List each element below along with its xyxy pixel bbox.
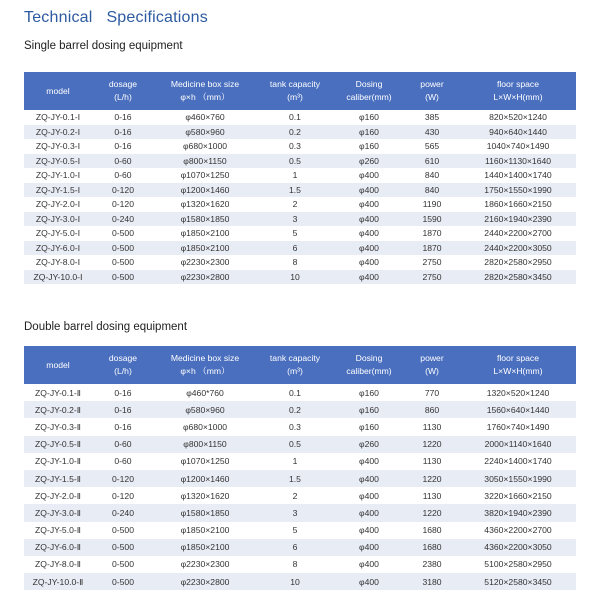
cell-tank-capacity: 1.5 — [256, 183, 334, 198]
cell-tank-capacity: 0.2 — [256, 401, 334, 418]
table-row — [24, 453, 576, 470]
cell-dosage: 0-120 — [92, 197, 154, 212]
cell-floor-space: 3220×1660×2150 — [460, 487, 576, 504]
cell-floor-space: 1040×740×1490 — [460, 139, 576, 154]
table-row — [24, 168, 576, 183]
cell-dosage: 0-500 — [92, 522, 154, 539]
cell-power: 2750 — [404, 255, 460, 270]
cell-floor-space: 1320×520×1240 — [460, 384, 576, 401]
cell-dosage: 0-16 — [92, 110, 154, 125]
header-power — [404, 72, 460, 110]
header-dosage-line: (L/h) — [114, 92, 132, 102]
cell-model: ZQ-JY-5.0-Ⅱ — [24, 522, 92, 539]
table-row — [24, 125, 576, 140]
header-model — [24, 346, 92, 384]
single-barrel-title: Single barrel dosing equipment — [24, 40, 183, 52]
table-row — [24, 139, 576, 154]
table-row — [24, 539, 576, 556]
header-dosing-caliber-line: Dosing — [355, 79, 383, 89]
header-dosing-caliber — [334, 346, 404, 384]
cell-model: ZQ-JY-0.2-Ⅰ — [24, 125, 92, 140]
cell-dosing-caliber: φ400 — [334, 504, 404, 521]
cell-model: ZQ-JY-3.0-Ⅱ — [24, 504, 92, 521]
cell-model: ZQ-JY-8.0-Ⅱ — [24, 556, 92, 573]
header-dosing-caliber-line: caliber(mm) — [346, 366, 392, 376]
header-dosing-caliber-line: Dosing — [355, 353, 383, 363]
double-barrel-table — [24, 346, 576, 590]
table-row — [24, 270, 576, 285]
cell-dosing-caliber: φ400 — [334, 539, 404, 556]
cell-box-size: φ2230×2300 — [154, 255, 256, 270]
cell-box-size: φ580×960 — [154, 401, 256, 418]
cell-dosage: 0-60 — [92, 154, 154, 169]
cell-dosage: 0-16 — [92, 125, 154, 140]
cell-power: 770 — [404, 384, 460, 401]
cell-power: 1870 — [404, 241, 460, 256]
cell-dosage: 0-120 — [92, 470, 154, 487]
cell-floor-space: 1560×640×1440 — [460, 401, 576, 418]
header-tank-capacity — [256, 72, 334, 110]
cell-dosage: 0-16 — [92, 384, 154, 401]
cell-power: 2380 — [404, 556, 460, 573]
cell-tank-capacity: 0.1 — [256, 110, 334, 125]
cell-dosing-caliber: φ400 — [334, 226, 404, 241]
table-row — [24, 573, 576, 590]
cell-dosage: 0-500 — [92, 539, 154, 556]
table-row — [24, 212, 576, 227]
cell-power: 1680 — [404, 522, 460, 539]
header-tank-capacity-line: tank capacity — [269, 79, 321, 89]
table-row — [24, 504, 576, 521]
cell-dosage: 0-120 — [92, 487, 154, 504]
cell-dosing-caliber: φ400 — [334, 556, 404, 573]
header-dosage-line: dosage — [108, 353, 138, 363]
cell-floor-space: 2160×1940×2390 — [460, 212, 576, 227]
cell-box-size: φ460×760 — [154, 110, 256, 125]
cell-power: 860 — [404, 401, 460, 418]
cell-model: ZQ-JY-1.5-Ⅱ — [24, 470, 92, 487]
header-floor-space — [460, 346, 576, 384]
cell-dosage: 0-60 — [92, 168, 154, 183]
cell-box-size: φ1320×1620 — [154, 487, 256, 504]
cell-model: ZQ-JY-3.0-Ⅰ — [24, 212, 92, 227]
cell-box-size: φ1850×2100 — [154, 522, 256, 539]
header-box-size — [154, 346, 256, 384]
cell-box-size: φ2230×2800 — [154, 270, 256, 285]
cell-power: 840 — [404, 183, 460, 198]
cell-floor-space: 2440×2200×2700 — [460, 226, 576, 241]
cell-box-size: φ460*760 — [154, 384, 256, 401]
table-row — [24, 556, 576, 573]
cell-dosing-caliber: φ400 — [334, 487, 404, 504]
cell-dosing-caliber: φ400 — [334, 470, 404, 487]
cell-box-size: φ800×1150 — [154, 154, 256, 169]
table-row — [24, 154, 576, 169]
cell-floor-space: 940×640×1440 — [460, 125, 576, 140]
cell-tank-capacity: 0.2 — [256, 125, 334, 140]
table-row — [24, 384, 576, 401]
single-barrel-table — [24, 72, 576, 284]
cell-dosage: 0-500 — [92, 556, 154, 573]
cell-tank-capacity: 3 — [256, 504, 334, 521]
cell-power: 1130 — [404, 418, 460, 435]
cell-floor-space: 1160×1130×1640 — [460, 154, 576, 169]
cell-dosing-caliber: φ400 — [334, 183, 404, 198]
cell-dosing-caliber: φ160 — [334, 110, 404, 125]
cell-model: ZQ-JY-1.0-Ⅱ — [24, 453, 92, 470]
cell-tank-capacity: 3 — [256, 212, 334, 227]
cell-power: 1220 — [404, 436, 460, 453]
cell-model: ZQ-JY-0.5-Ⅰ — [24, 154, 92, 169]
table-row — [24, 226, 576, 241]
cell-dosing-caliber: φ400 — [334, 197, 404, 212]
table-row — [24, 418, 576, 435]
cell-tank-capacity: 10 — [256, 270, 334, 285]
header-floor-space — [460, 72, 576, 110]
cell-model: ZQ-JY-0.1-Ⅰ — [24, 110, 92, 125]
header-power-line: power — [420, 79, 444, 89]
cell-floor-space: 1860×1660×2150 — [460, 197, 576, 212]
cell-tank-capacity: 0.3 — [256, 418, 334, 435]
cell-tank-capacity: 1 — [256, 168, 334, 183]
cell-floor-space: 4360×2200×3050 — [460, 539, 576, 556]
cell-box-size: φ1850×2100 — [154, 241, 256, 256]
table-row — [24, 401, 576, 418]
cell-dosage: 0-16 — [92, 401, 154, 418]
cell-floor-space: 2240×1400×1740 — [460, 453, 576, 470]
cell-floor-space: 1760×740×1490 — [460, 418, 576, 435]
cell-dosage: 0-500 — [92, 255, 154, 270]
cell-box-size: φ1070×1250 — [154, 168, 256, 183]
cell-floor-space: 5100×2580×2950 — [460, 556, 576, 573]
cell-dosage: 0-60 — [92, 453, 154, 470]
header-power — [404, 346, 460, 384]
header-dosing-caliber-line: caliber(mm) — [346, 92, 392, 102]
cell-dosing-caliber: φ400 — [334, 241, 404, 256]
header-power-line: (W) — [425, 366, 439, 376]
cell-dosage: 0-240 — [92, 504, 154, 521]
cell-tank-capacity: 2 — [256, 487, 334, 504]
cell-box-size: φ580×960 — [154, 125, 256, 140]
header-dosage-line: (L/h) — [114, 366, 132, 376]
cell-power: 1130 — [404, 453, 460, 470]
table-row — [24, 110, 576, 125]
cell-box-size: φ2230×2300 — [154, 556, 256, 573]
cell-floor-space: 2820×2580×3450 — [460, 270, 576, 285]
header-floor-space-line: floor space — [496, 353, 540, 363]
cell-dosage: 0-500 — [92, 573, 154, 590]
cell-tank-capacity: 6 — [256, 539, 334, 556]
cell-tank-capacity: 0.5 — [256, 436, 334, 453]
cell-model: ZQ-JY-0.3-Ⅰ — [24, 139, 92, 154]
cell-dosing-caliber: φ260 — [334, 436, 404, 453]
cell-dosing-caliber: φ400 — [334, 573, 404, 590]
cell-floor-space: 2440×2200×3050 — [460, 241, 576, 256]
header-box-size-line: φ×h （mm） — [180, 92, 230, 102]
cell-floor-space: 4360×2200×2700 — [460, 522, 576, 539]
header-model — [24, 72, 92, 110]
cell-dosage: 0-16 — [92, 139, 154, 154]
table-row — [24, 183, 576, 198]
cell-model: ZQ-JY-6.0-Ⅰ — [24, 241, 92, 256]
cell-power: 1870 — [404, 226, 460, 241]
cell-power: 1220 — [404, 470, 460, 487]
cell-model: ZQ-JY-2.0-Ⅱ — [24, 487, 92, 504]
cell-box-size: φ1200×1460 — [154, 470, 256, 487]
header-floor-space-line: L×W×H(mm) — [493, 366, 543, 376]
page-title: Technical Specifications — [24, 9, 208, 26]
cell-tank-capacity: 0.5 — [256, 154, 334, 169]
header-power-line: (W) — [425, 92, 439, 102]
cell-dosage: 0-120 — [92, 183, 154, 198]
header-floor-space-line: floor space — [496, 79, 540, 89]
header-model-line: model — [46, 359, 70, 370]
table-row — [24, 255, 576, 270]
cell-model: ZQ-JY-10.0-Ⅰ — [24, 270, 92, 285]
cell-tank-capacity: 5 — [256, 522, 334, 539]
header-box-size — [154, 72, 256, 110]
cell-power: 1590 — [404, 212, 460, 227]
cell-tank-capacity: 6 — [256, 241, 334, 256]
cell-model: ZQ-JY-5.0-Ⅰ — [24, 226, 92, 241]
cell-box-size: φ1850×2100 — [154, 226, 256, 241]
cell-tank-capacity: 8 — [256, 255, 334, 270]
cell-floor-space: 2000×1140×1640 — [460, 436, 576, 453]
cell-floor-space: 1750×1550×1990 — [460, 183, 576, 198]
header-dosage-line: dosage — [108, 79, 138, 89]
cell-model: ZQ-JY-0.5-Ⅱ — [24, 436, 92, 453]
table-row — [24, 487, 576, 504]
header-box-size-line: Medicine box size — [170, 79, 240, 89]
cell-dosage: 0-240 — [92, 212, 154, 227]
cell-floor-space: 1440×1400×1740 — [460, 168, 576, 183]
cell-box-size: φ1200×1460 — [154, 183, 256, 198]
cell-model: ZQ-JY-0.1-Ⅱ — [24, 384, 92, 401]
cell-box-size: φ680×1000 — [154, 418, 256, 435]
header-power-line: power — [420, 353, 444, 363]
header-dosage — [92, 346, 154, 384]
cell-tank-capacity: 0.1 — [256, 384, 334, 401]
cell-power: 840 — [404, 168, 460, 183]
cell-model: ZQ-JY-8.0-Ⅰ — [24, 255, 92, 270]
cell-dosage: 0-60 — [92, 436, 154, 453]
header-tank-capacity-line: (m³) — [287, 366, 303, 376]
cell-dosing-caliber: φ160 — [334, 418, 404, 435]
cell-dosage: 0-16 — [92, 418, 154, 435]
header-dosing-caliber — [334, 72, 404, 110]
cell-box-size: φ1580×1850 — [154, 504, 256, 521]
cell-dosing-caliber: φ400 — [334, 212, 404, 227]
cell-dosing-caliber: φ400 — [334, 270, 404, 285]
cell-box-size: φ1580×1850 — [154, 212, 256, 227]
cell-dosing-caliber: φ160 — [334, 139, 404, 154]
table-row — [24, 522, 576, 539]
cell-power: 565 — [404, 139, 460, 154]
cell-dosage: 0-500 — [92, 270, 154, 285]
cell-box-size: φ1320×1620 — [154, 197, 256, 212]
table-row — [24, 436, 576, 453]
cell-power: 430 — [404, 125, 460, 140]
cell-model: ZQ-JY-1.0-Ⅰ — [24, 168, 92, 183]
cell-model: ZQ-JY-0.2-Ⅱ — [24, 401, 92, 418]
header-tank-capacity — [256, 346, 334, 384]
cell-tank-capacity: 1 — [256, 453, 334, 470]
cell-tank-capacity: 1.5 — [256, 470, 334, 487]
cell-tank-capacity: 8 — [256, 556, 334, 573]
header-box-size-line: φ×h （mm） — [180, 366, 230, 376]
table-row — [24, 197, 576, 212]
cell-model: ZQ-JY-1.5-Ⅰ — [24, 183, 92, 198]
cell-floor-space: 5120×2580×3450 — [460, 573, 576, 590]
header-box-size-line: Medicine box size — [170, 353, 240, 363]
table-row — [24, 470, 576, 487]
table-header-row — [24, 346, 576, 384]
cell-floor-space: 820×520×1240 — [460, 110, 576, 125]
cell-model: ZQ-JY-2.0-Ⅰ — [24, 197, 92, 212]
cell-model: ZQ-JY-10.0-Ⅱ — [24, 573, 92, 590]
cell-power: 1680 — [404, 539, 460, 556]
cell-box-size: φ1850×2100 — [154, 539, 256, 556]
cell-dosing-caliber: φ160 — [334, 401, 404, 418]
header-floor-space-line: L×W×H(mm) — [493, 92, 543, 102]
header-tank-capacity-line: (m³) — [287, 92, 303, 102]
cell-power: 2750 — [404, 270, 460, 285]
cell-tank-capacity: 10 — [256, 573, 334, 590]
cell-box-size: φ800×1150 — [154, 436, 256, 453]
cell-dosing-caliber: φ160 — [334, 384, 404, 401]
cell-power: 3180 — [404, 573, 460, 590]
cell-box-size: φ2230×2800 — [154, 573, 256, 590]
double-barrel-title: Double barrel dosing equipment — [24, 321, 188, 333]
cell-dosing-caliber: φ400 — [334, 255, 404, 270]
cell-dosing-caliber: φ400 — [334, 168, 404, 183]
header-model-line: model — [46, 85, 70, 96]
cell-power: 1220 — [404, 504, 460, 521]
cell-dosage: 0-500 — [92, 226, 154, 241]
cell-tank-capacity: 2 — [256, 197, 334, 212]
header-tank-capacity-line: tank capacity — [269, 353, 321, 363]
header-dosage — [92, 72, 154, 110]
cell-dosing-caliber: φ160 — [334, 125, 404, 140]
table-header-row — [24, 72, 576, 110]
cell-power: 610 — [404, 154, 460, 169]
cell-dosing-caliber: φ400 — [334, 453, 404, 470]
cell-dosage: 0-500 — [92, 241, 154, 256]
table-row — [24, 241, 576, 256]
cell-power: 1130 — [404, 487, 460, 504]
cell-floor-space: 3820×1940×2390 — [460, 504, 576, 521]
cell-dosing-caliber: φ400 — [334, 522, 404, 539]
cell-model: ZQ-JY-6.0-Ⅱ — [24, 539, 92, 556]
cell-tank-capacity: 0.3 — [256, 139, 334, 154]
cell-floor-space: 3050×1550×1990 — [460, 470, 576, 487]
cell-dosing-caliber: φ260 — [334, 154, 404, 169]
cell-tank-capacity: 5 — [256, 226, 334, 241]
cell-model: ZQ-JY-0.3-Ⅱ — [24, 418, 92, 435]
cell-floor-space: 2820×2580×2950 — [460, 255, 576, 270]
cell-box-size: φ1070×1250 — [154, 453, 256, 470]
cell-power: 385 — [404, 110, 460, 125]
cell-power: 1190 — [404, 197, 460, 212]
cell-box-size: φ680×1000 — [154, 139, 256, 154]
